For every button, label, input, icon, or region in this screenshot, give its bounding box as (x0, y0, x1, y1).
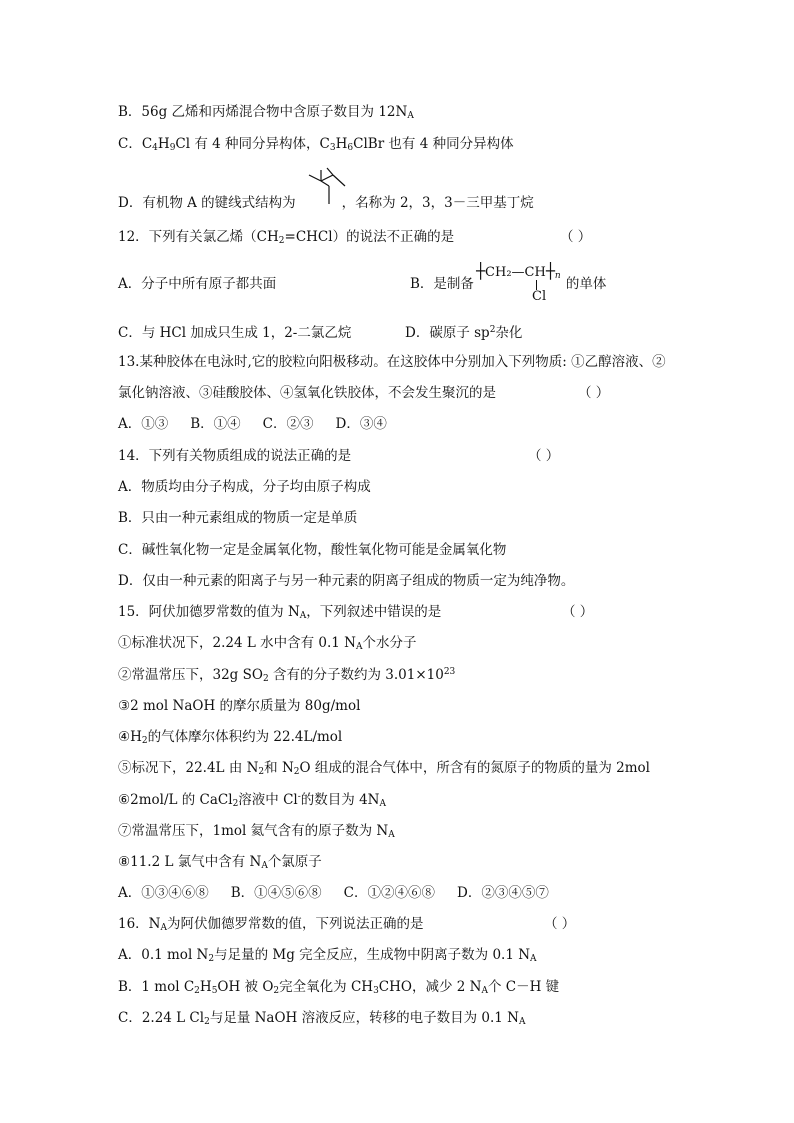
q12-option-c: C．与 HCl 加成只生成 1，2-二氯乙烷 (118, 325, 352, 341)
skeletal-structure-diagram (305, 166, 355, 212)
q15-item-8: ⑧11.2 L 氯气中含有 $N_A$个氯原子 (118, 854, 322, 871)
q16-option-b: B．1 mol $C_2H_5OH$ 被 $O_2$完全氧化为 $CH_3CHO$，减少 2 $N_A$个 C－H 键 (118, 979, 560, 996)
q13-option[interactable]: B．①④ (190, 416, 241, 432)
q13-option[interactable]: A．①③ (118, 416, 169, 432)
q14-option-d: D．仅由一种元素的阳离子与另一种元素的阴离子组成的物质一定为纯净物。 (118, 573, 575, 589)
q15-option[interactable]: B．①④⑤⑥⑧ (230, 885, 322, 901)
q12-answer-blank[interactable]: （ ） (560, 229, 592, 245)
q12-option-b: B．是制备 的单体 (410, 276, 607, 292)
q15-item-1: ①标准状况下，2.24 L 水中含有 0.1 $N_A$个水分子 (118, 635, 417, 652)
q15-options (118, 884, 571, 902)
q11-option-c: C．$C_4H_9Cl$ 有 4 种同分异构体，$C_3H_6ClBr$ 也有 4 种同分异构体 (118, 136, 514, 153)
q15-option[interactable]: C．①②④⑥⑧ (343, 885, 436, 901)
bond-line (327, 168, 333, 175)
q12-stem: 12．下列有关氯乙烯$(CH_2=CHCl)$的说法不正确的是 (118, 229, 455, 246)
q16-option-a: A．0.1 mol $N_2$与足量的 Mg 完全反应，生成物中阴离子数为 0.1 $N_A$ (118, 947, 537, 964)
q11-option-b: B．56g 乙烯和丙烯混合物中含原子数目为 $12N_A$ (118, 104, 414, 121)
q16-answer-blank[interactable]: （ ） (544, 916, 576, 932)
q15-answer-blank[interactable]: （ ） (562, 604, 594, 620)
q15-item-5: ⑤标况下，22.4L 由 $N_2$和 $N_2O$ 组成的混合气体中，所含有的氮原子的物质的量为 2mol (118, 760, 650, 777)
bond-line (309, 175, 321, 181)
q16-option-c: C．2.24 L $Cl_2$与足量 NaOH 溶液反应，转移的电子数目为 0.1 $N_A$ (118, 1010, 526, 1027)
q14-option-b: B．只由一种元素组成的物质一定是单质 (118, 510, 358, 526)
q15-option[interactable]: A．①③④⑥⑧ (118, 885, 209, 901)
q14-stem: 14．下列有关物质组成的说法正确的是 (118, 448, 352, 464)
q13-options (118, 415, 409, 433)
q16-stem: 16．$N_A$为阿伏伽德罗常数的值，下列说法正确的是 (118, 916, 424, 933)
q13-stem-line2: 氯化钠溶液、③硅酸胶体、④氢氧化铁胶体，不会发生聚沉的是 (118, 385, 496, 401)
q12-option-a: A．分子中所有原子都共面 (118, 276, 277, 292)
polymer-structure: $┼CH_2—CH┼_n$ Cl (476, 262, 561, 304)
q11-option-d: D．有机物 A 的键线式结构为 ，名称为 2，3，3－三甲基丁烷 (118, 195, 534, 211)
q15-item-7: ⑦常温常压下，1mol 氦气含有的原子数为 $N_A$ (118, 823, 395, 840)
q14-option-a: A．物质均由分子构成，分子均由原子构成 (118, 479, 371, 495)
q13-option[interactable]: D．③④ (335, 416, 387, 432)
q15-option[interactable]: D．②③④⑤⑦ (457, 885, 549, 901)
q14-answer-blank[interactable]: （ ） (528, 448, 560, 464)
q15-stem: 15．阿伏加德罗常数的值为 $N_A$，下列叙述中错误的是 (118, 604, 442, 621)
bond-line (321, 175, 333, 181)
q15-item-2: ②常温常压下，32g $SO_2$ 含有的分子数约为 $3.01\times 10^{23}$ (118, 667, 456, 684)
q15-item-3: ③2 mol NaOH 的摩尔质量为 80g/mol (118, 698, 361, 714)
q12-option-d: D．碳原子 $sp^2$杂化 (405, 325, 523, 341)
bond-line (321, 181, 329, 186)
q14-option-c: C．碱性氧化物一定是金属氧化物，酸性氧化物可能是金属氧化物 (118, 542, 507, 558)
q13-option[interactable]: C．②③ (262, 416, 314, 432)
q13-answer-blank[interactable]: （ ） (578, 385, 610, 401)
q15-item-6: ⑥2mol/L 的 CaCl$_2$溶液中 Cl-的数目为 $4N_A$ (118, 792, 386, 809)
chlorine-label: Cl (532, 289, 547, 304)
q13-stem-line1: 13.某种胶体在电泳时,它的胶粒向阳极移动。在这胶体中分别加入下列物质: ①乙醇溶液、② (118, 354, 666, 370)
bond-line (333, 175, 345, 186)
q15-item-4: $④H_2$的气体摩尔体积约为 22.4L/mol (118, 729, 343, 746)
